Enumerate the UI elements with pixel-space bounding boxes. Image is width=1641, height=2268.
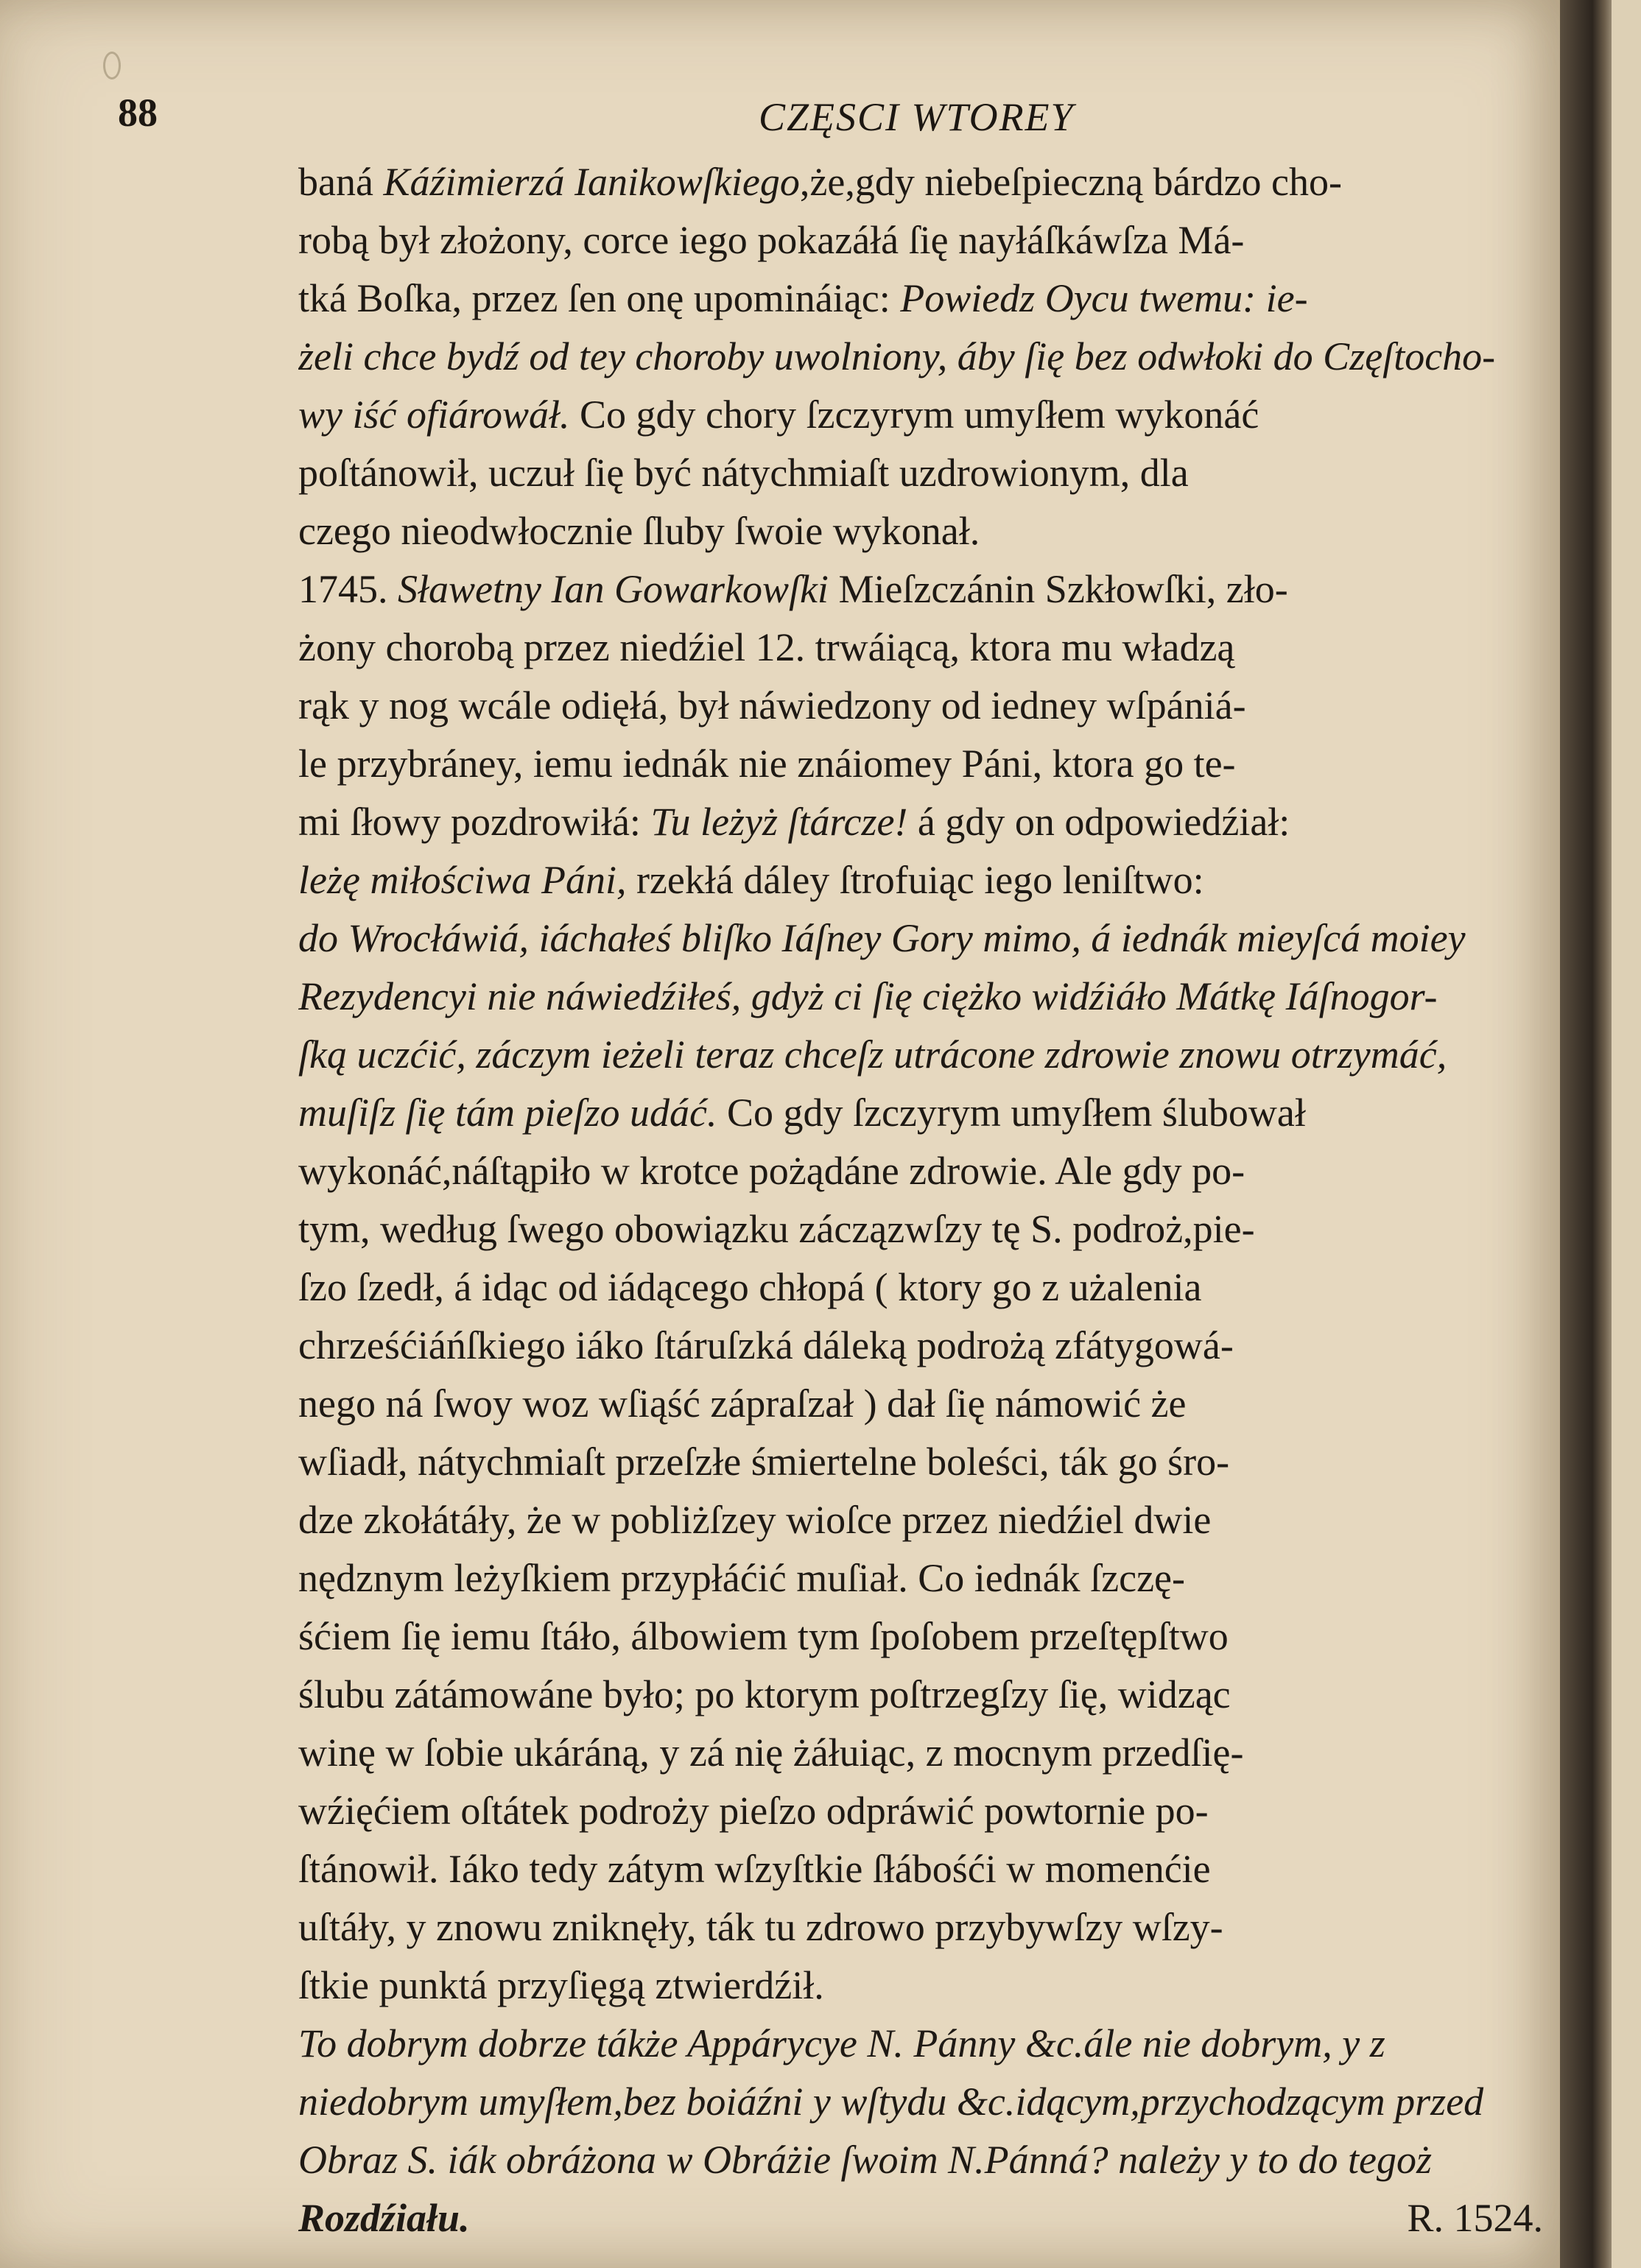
text-line [298, 153, 1543, 211]
text-line [298, 1142, 1543, 1200]
text-italic: do Wrocłáwiá, iáchałeś bliſko Iáſney Gory mimo, á iednák mieyſcá moiey [298, 916, 1466, 960]
text-italic: żeli chce bydź od tey choroby uwolniony, áby ſię bez odwłoki do Częſtocho- [298, 334, 1496, 378]
text-line [298, 1375, 1543, 1433]
text-roman: winę w ſobie ukáráną, y zá nię żáłuiąc, z mocnym przedſię- [298, 1730, 1244, 1775]
book-spine [1560, 0, 1641, 2268]
text-roman: rąk y nog wcále odięłá, był náwiedzony od iedney wſpániá- [298, 683, 1246, 728]
text-line [298, 1607, 1543, 1666]
text-italic: To dobrym dobrze tákże Appárycye N. Pánny &c.ále nie dobrym, y z [298, 2021, 1385, 2066]
text-line [298, 1491, 1543, 1549]
text-roman: robą był złożony, corce iego pokazáłá ſię nayłáſkáwſza Má- [298, 218, 1245, 262]
text-roman: dze zkołátáły, że w pobliżſzey wioſce przez niedźiel dwie [298, 1498, 1212, 1542]
text-line [298, 909, 1543, 968]
running-head: CZĘSCI WTOREY [759, 95, 1075, 139]
text-line [298, 444, 1543, 502]
year-reference: R. 1524. [1407, 2196, 1543, 2240]
text-line [298, 1200, 1543, 1258]
text-roman: Co gdy ſzczyrym umyſłem ślubował [717, 1091, 1306, 1135]
text-roman: 1745. [298, 567, 398, 611]
page-header [110, 90, 1554, 152]
text-roman: mi ſłowy pozdrowiłá: [298, 800, 651, 844]
text-line [298, 2073, 1543, 2131]
text-line [298, 502, 1543, 560]
text-line [298, 211, 1543, 270]
text-line [298, 968, 1543, 1026]
text-line [298, 328, 1543, 386]
text-roman: nego ná ſwoy woz wſiąść zápraſzał ) dał ſię námowić że [298, 1381, 1187, 1426]
text-roman: tym, według ſwego obowiązku záczązwſzy tę S. podroż,pie- [298, 1207, 1255, 1251]
text-roman: czego nieodwłocznie ſluby ſwoie wykonał. [298, 509, 980, 553]
text-line [298, 1549, 1543, 1607]
body-text [298, 153, 1543, 2247]
text-italic: Sławetny Ian Gowarkowſki [398, 567, 829, 611]
text-roman: rzekłá dáley ſtrofuiąc iego leniſtwo: [626, 858, 1204, 902]
page-number: 88 [118, 91, 158, 135]
text-roman: á gdy on odpowiedźiał: [907, 800, 1290, 844]
facing-page-edge [1612, 0, 1641, 2268]
text-italic: muſiſz ſię tám pieſzo udáć. [298, 1091, 717, 1135]
text-line [298, 1666, 1543, 1724]
text-line [298, 1782, 1543, 1840]
text-roman: śćiem ſię iemu ſtáło, álbowiem tym ſpoſobem przeſtępſtwo [298, 1614, 1229, 1658]
text-line [298, 1957, 1543, 2015]
text-italic: Obraz S. iák obráżona w Obráżie ſwoim N.Pánná? należy y to do tegoż [298, 2138, 1432, 2182]
text-line [298, 386, 1543, 444]
text-line [298, 270, 1543, 328]
text-line [298, 677, 1543, 735]
text-line [298, 619, 1543, 677]
text-italic: Káźimierzá Ianikowſkiego [383, 160, 800, 204]
text-roman: chrześćiáńſkiego iáko ſtáruſzká dáleką podrożą zfátygowá- [298, 1323, 1234, 1367]
text-italic: leżę miłościwa Páni, [298, 858, 627, 902]
text-line [298, 2131, 1543, 2189]
text-roman: nędznym leżyſkiem przypłáćić muſiał. Co iednák ſzczę- [298, 1556, 1186, 1600]
text-roman: ſtkie punktá przyſięgą ztwierdźił. [298, 1963, 824, 2007]
text-line [298, 1840, 1543, 1898]
text-roman: wſiadł, nátychmiaſt przeſzłe śmiertelne boleści, ták go śro- [298, 1440, 1230, 1484]
text-line [298, 1026, 1543, 1084]
text-line [298, 1084, 1543, 1142]
text-italic: Rezydencyi nie náwiedźiłeś, gdyż ci ſię ciężko widźiáło Mátkę Iáſnogor- [298, 974, 1438, 1018]
text-roman: wźięćiem oſtátek podroży pieſzo odpráwić powtornie po- [298, 1789, 1209, 1833]
text-roman: ſtánowił. Iáko tedy zátym wſzyſtkie ſłábośći w momenćie [298, 1847, 1211, 1891]
text-roman: uſtáły, y znowu zniknęły, ták tu zdrowo przybywſzy wſzy- [298, 1905, 1223, 1949]
chapter-reference: Rozdźiału. [298, 2196, 470, 2240]
text-line [298, 2015, 1543, 2073]
text-line [298, 1433, 1543, 1491]
text-roman: ,że,gdy niebeſpieczną bárdzo cho- [799, 160, 1343, 204]
text-italic: Powiedz Oycu twemu: ie- [900, 276, 1308, 320]
text-line [298, 1317, 1543, 1375]
text-italic: ſką uczćić, záczym ieżeli teraz chceſz utrácone zdrowie znowu otrzymáć, [298, 1032, 1447, 1077]
text-roman: ślubu zátámowáne było; po ktorym poſtrzegſzy ſię, widząc [298, 1672, 1231, 1716]
text-italic: wy iść ofiárowáł. [298, 392, 570, 437]
text-line [298, 851, 1543, 909]
closing-line [298, 2189, 1543, 2247]
text-line [298, 735, 1543, 793]
text-roman: ſzo ſzedł, á idąc od iádącego chłopá ( ktory go z użalenia [298, 1265, 1202, 1309]
text-roman: Mieſzczánin Szkłowſki, zło- [828, 567, 1288, 611]
page-blemish [103, 52, 121, 80]
text-roman: wykonáć,náſtąpiło w krotce pożądáne zdrowie. Ale gdy po- [298, 1149, 1245, 1193]
text-line [298, 1258, 1543, 1317]
text-line [298, 1898, 1543, 1957]
text-roman: Co gdy chory ſzczyrym umyſłem wykonáć [569, 392, 1259, 437]
text-line [298, 793, 1543, 851]
text-roman: le przybráney, iemu iednák nie znáiomey Páni, ktora go te- [298, 742, 1236, 786]
text-line [298, 560, 1543, 619]
text-line [298, 1724, 1543, 1782]
text-italic: niedobrym umyſłem,bez boiáźni y wſtydu &c.idącym,przychodzącym przed [298, 2079, 1484, 2124]
text-roman: tká Boſka, przez ſen onę upomináiąc: [298, 276, 901, 320]
text-italic: Tu leżyż ſtárcze! [650, 800, 908, 844]
text-roman: poſtánowił, uczuł ſię być nátychmiaſt uzdrowionym, dla [298, 451, 1189, 495]
text-roman: żony chorobą przez niedźiel 12. trwáiącą, ktora mu władzą [298, 625, 1235, 669]
text-roman: baná [298, 160, 384, 204]
